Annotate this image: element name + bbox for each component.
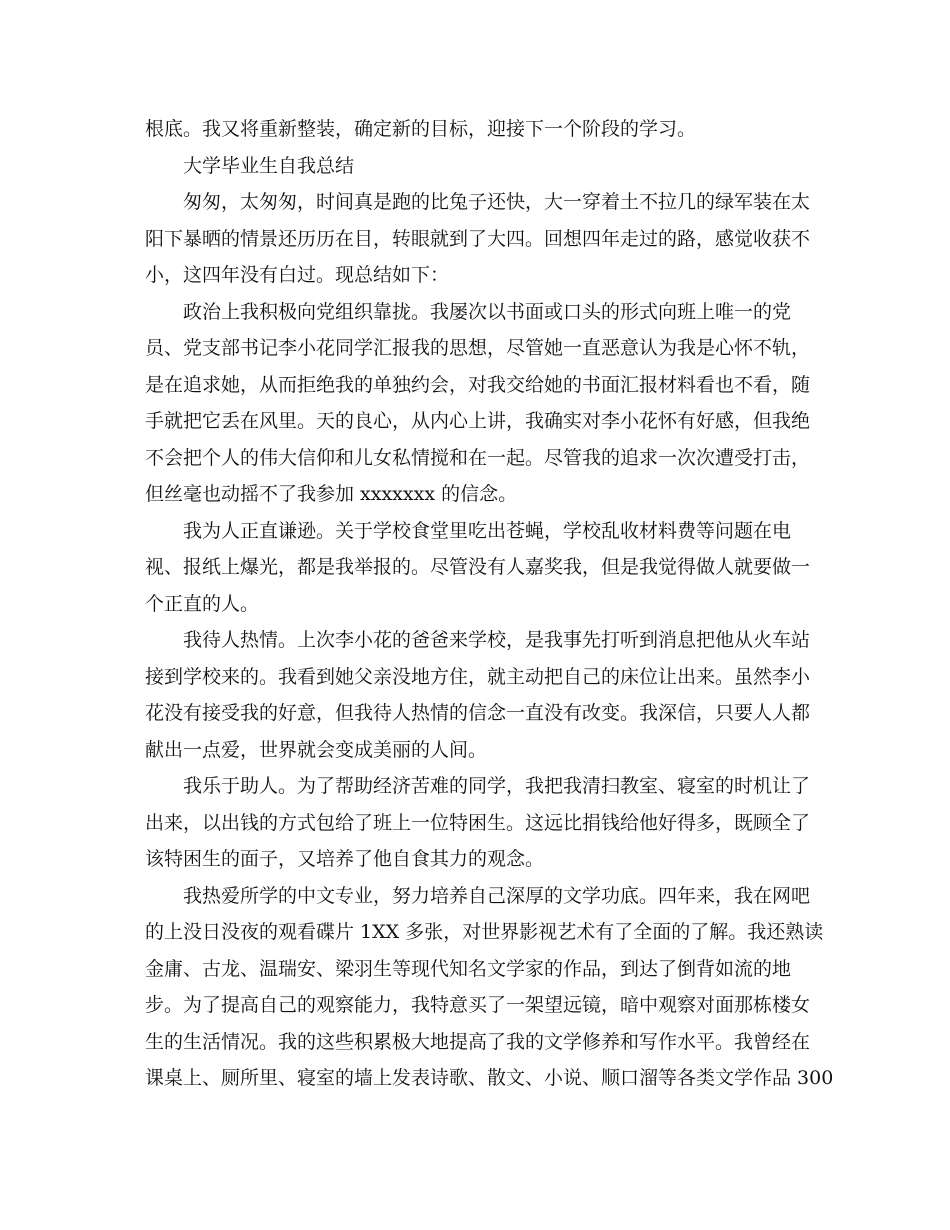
text-line-1: 根底。我又将重新整装，确定新的目标，迎接下一个阶段的学习。 <box>145 118 697 140</box>
text-line-8: 是在追求她，从而拒绝我的单独约会，对我交给她的书面汇报材料看也不看，随 <box>145 373 811 396</box>
text-line-12: 我为人正直谦逊。关于学校食堂里吃出苍蝇，学校乱收材料费等问题在电 <box>183 519 792 542</box>
text-line-11: 但丝毫也动摇不了我参加 xxxxxxx 的信念。 <box>145 483 518 505</box>
text-line-20: 出来，以出钱的方式包给了班上一位特困生。这远比捐钱给他好得多，既顾全了 <box>145 811 811 834</box>
text-line-14: 个正直的人。 <box>145 592 260 615</box>
text-line-25: 步。为了提高自己的观察能力，我特意买了一架望远镜，暗中观察对面那栋楼女 <box>145 994 811 1016</box>
document-body <box>145 111 834 1097</box>
section-title: 大学毕业生自我总结 <box>183 154 355 177</box>
text-line-15: 我待人热情。上次李小花的爸爸来学校，是我事先打听到消息把他从火车站 <box>183 629 811 651</box>
text-line-19: 我乐于助人。为了帮助经济苦难的同学，我把我清扫教室、寝室的时机让了 <box>183 775 811 797</box>
text-line-3: 匆匆，太匆匆，时间真是跑的比兔子还快，大一穿着土不拉几的绿军装在太 <box>183 191 811 213</box>
text-line-6: 政治上我积极向党组织靠拢。我屡次以书面或口头的形式向班上唯一的党 <box>183 300 792 323</box>
text-line-26: 生的生活情况。我的这些积累极大地提高了我的文学修养和写作水平。我曾经在 <box>145 1030 811 1053</box>
text-line-13: 视、报纸上爆光，都是我举报的。尽管没有人嘉奖我，但是我觉得做人就要做一 <box>145 556 811 578</box>
text-line-24: 金庸、古龙、温瑞安、梁羽生等现代知名文学家的作品，到达了倒背如流的地 <box>145 957 792 980</box>
text-line-22: 我热爱所学的中文专业，努力培养自己深厚的文学功底。四年来，我在网吧 <box>183 884 811 907</box>
text-line-23: 的上没日没夜的观看碟片 1XX 多张，对世界影视艺术有了全面的了解。我还熟读 <box>145 921 824 943</box>
text-line-9: 手就把它丢在风里。天的良心，从内心上讲，我确实对李小花怀有好感，但我绝 <box>145 410 811 432</box>
text-line-18: 献出一点爱，世界就会变成美丽的人间。 <box>145 738 488 761</box>
text-line-5: 小，这四年没有白过。现总结如下： <box>145 264 450 286</box>
text-line-27: 课桌上、厕所里、寝室的墙上发表诗歌、散文、小说、顺口溜等各类文学作品 300 <box>145 1067 834 1089</box>
text-line-17: 花没有接受我的好意，但我待人热情的信念一直没有改变。我深信，只要人人都 <box>145 702 811 724</box>
text-line-10: 不会把个人的伟大信仰和儿女私情搅和在一起。尽管我的追求一次次遭受打击， <box>145 446 811 469</box>
text-line-21: 该特困生的面子，又培养了他自食其力的观念。 <box>145 848 545 870</box>
text-line-4: 阳下暴晒的情景还历历在目，转眼就到了大四。回想四年走过的路，感觉收获不 <box>145 227 811 250</box>
text-line-7: 员、党支部书记李小花同学汇报我的思想，尽管她一直恶意认为我是心怀不轨， <box>145 337 811 359</box>
text-line-16: 接到学校来的。我看到她父亲没地方住，就主动把自己的床位让出来。虽然李小 <box>145 665 811 688</box>
